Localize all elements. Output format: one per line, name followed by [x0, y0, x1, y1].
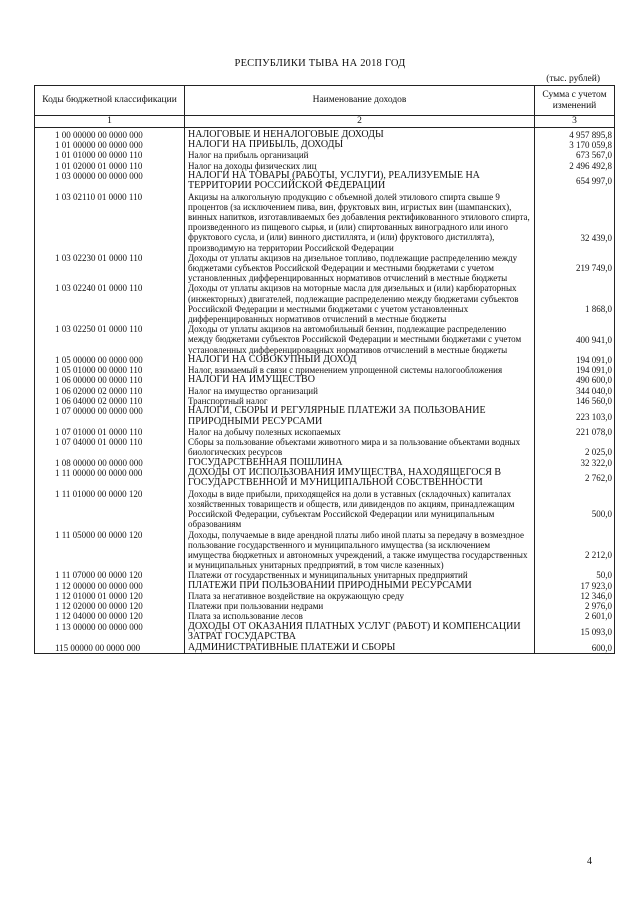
amount-cell: 500,0: [535, 489, 615, 530]
revenue-name-cell: НАЛОГИ, СБОРЫ И РЕГУЛЯРНЫЕ ПЛАТЕЖИ ЗА ПОЛЬЗОВАНИЕ ПРИРОДНЫМИ РЕСУРСАМИ: [185, 406, 535, 427]
amount-cell: 400 941,0: [535, 324, 615, 355]
revenue-name-cell: АДМИНИСТРАТИВНЫЕ ПЛАТЕЖИ И СБОРЫ: [185, 643, 535, 654]
budget-code-cell: 1 03 02110 01 0000 110: [35, 192, 185, 253]
revenue-name-cell: ПЛАТЕЖИ ПРИ ПОЛЬЗОВАНИИ ПРИРОДНЫМИ РЕСУРСАМИ: [185, 581, 535, 591]
table-header-row: [35, 86, 615, 116]
budget-code-cell: 1 05 01000 00 0000 110: [35, 365, 185, 375]
amount-cell: 654 997,0: [535, 171, 615, 192]
table-row: [35, 355, 615, 365]
table-row: [35, 375, 615, 385]
budget-code-cell: 1 01 00000 00 0000 000: [35, 140, 185, 150]
revenue-name-cell: Транспортный налог: [185, 396, 535, 406]
revenue-name-cell: НАЛОГИ НА ПРИБЫЛЬ, ДОХОДЫ: [185, 140, 535, 150]
amount-cell: 1 868,0: [535, 283, 615, 324]
amount-cell: 32 322,0: [535, 458, 615, 468]
table-row: [35, 365, 615, 375]
amount-cell: 50,0: [535, 570, 615, 580]
amount-cell: 673 567,0: [535, 150, 615, 160]
amount-cell: 490 600,0: [535, 375, 615, 385]
table-row: [35, 192, 615, 253]
amount-cell: 146 560,0: [535, 396, 615, 406]
budget-code-cell: 1 12 04000 00 0000 120: [35, 611, 185, 621]
column-number-2: 2: [185, 116, 535, 128]
budget-code-cell: 1 03 02250 01 0000 110: [35, 324, 185, 355]
budget-code-cell: 1 07 04000 01 0000 110: [35, 437, 185, 457]
column-header-codes: Коды бюджетной классификации: [35, 86, 185, 116]
budget-code-cell: 1 03 00000 00 0000 000: [35, 171, 185, 192]
revenue-name-cell: Сборы за пользование объектами животного мира и за пользование объектами водных биологических ресурсов: [185, 437, 535, 457]
amount-cell: 2 976,0: [535, 601, 615, 611]
budget-code-cell: 1 08 00000 00 0000 000: [35, 458, 185, 468]
budget-code-cell: 1 06 00000 00 0000 110: [35, 375, 185, 385]
table-row: [35, 253, 615, 284]
amount-cell: 2 762,0: [535, 468, 615, 489]
table-row: [35, 643, 615, 654]
column-number-row: [35, 116, 615, 128]
column-number-3: 3: [535, 116, 615, 128]
amount-cell: 221 078,0: [535, 427, 615, 437]
revenue-table: [34, 85, 615, 654]
budget-code-cell: 1 01 01000 00 0000 110: [35, 150, 185, 160]
amount-cell: 32 439,0: [535, 192, 615, 253]
column-number-1: 1: [35, 116, 185, 128]
budget-code-cell: 115 00000 00 0000 000: [35, 643, 185, 654]
page-number: 4: [587, 856, 592, 867]
amount-cell: 2 212,0: [535, 530, 615, 571]
amount-cell: 194 091,0: [535, 365, 615, 375]
budget-code-cell: 1 03 02230 01 0000 110: [35, 253, 185, 284]
amount-cell: 17 923,0: [535, 581, 615, 591]
budget-code-cell: 1 05 00000 00 0000 000: [35, 355, 185, 365]
amount-cell: 2 025,0: [535, 437, 615, 457]
revenue-name-cell: Налог на доходы физических лиц: [185, 161, 535, 171]
revenue-name-cell: НАЛОГИ НА ТОВАРЫ (РАБОТЫ, УСЛУГИ), РЕАЛИЗУЕМЫЕ НА ТЕРРИТОРИИ РОССИЙСКОЙ ФЕДЕРАЦИИ: [185, 171, 535, 192]
revenue-name-cell: Налог на имущество организаций: [185, 386, 535, 396]
table-row: [35, 468, 615, 489]
revenue-name-cell: ДОХОДЫ ОТ ОКАЗАНИЯ ПЛАТНЫХ УСЛУГ (РАБОТ) И КОМПЕНСАЦИИ ЗАТРАТ ГОСУДАРСТВА: [185, 622, 535, 643]
revenue-name-cell: Платежи при пользовании недрами: [185, 601, 535, 611]
revenue-name-cell: Налог на добычу полезных ископаемых: [185, 427, 535, 437]
column-header-amount: Сумма с учетом изменений: [535, 86, 615, 116]
revenue-name-cell: ДОХОДЫ ОТ ИСПОЛЬЗОВАНИЯ ИМУЩЕСТВА, НАХОДЯЩЕГОСЯ В ГОСУДАРСТВЕННОЙ И МУНИЦИПАЛЬНОЙ СОБСТВЕННОСТИ: [185, 468, 535, 489]
budget-code-cell: 1 12 00000 00 0000 000: [35, 581, 185, 591]
table-row: [35, 622, 615, 643]
revenue-name-cell: Доходы от уплаты акцизов на дизельное топливо, подлежащие распределению между бюджетами субъектов Российской Федерации и местными бюджетами с учетом установленных дифференцированных нормативов отчислений в местные бюджеты: [185, 253, 535, 284]
amount-cell: 219 749,0: [535, 253, 615, 284]
budget-code-cell: 1 13 00000 00 0000 000: [35, 622, 185, 643]
table-row: [35, 489, 615, 530]
table-row: [35, 427, 615, 437]
amount-cell: 344 040,0: [535, 386, 615, 396]
revenue-name-cell: ГОСУДАРСТВЕННАЯ ПОШЛИНА: [185, 458, 535, 468]
units-label: (тыс. рублей): [546, 74, 600, 84]
revenue-name-cell: Доходы от уплаты акцизов на автомобильный бензин, подлежащие распределению между бюджетами субъектов Российской Федерации и местными бюджетами с учетом установленных дифференцированных нормативов отчислений в местные бюджеты: [185, 324, 535, 355]
revenue-name-cell: Доходы от уплаты акцизов на моторные масла для дизельных и (или) карбюраторных (инжекторных) двигателей, подлежащие распределению между бюджетами субъектов Российской Федерации и местными бюджетами с учетом установленных дифференцированных нормативов отчислений в местные бюджеты: [185, 283, 535, 324]
revenue-name-cell: Акцизы на алкогольную продукцию с объемной долей этилового спирта свыше 9 процентов (за исключением пива, вин, фруктовых вин, игристых вин (шампанских), винных напитков, изготавливаемых без добавления ректификованного этилового спирта, произведенного из пищевого сырья, и (или) спиртованных виноградного или иного фруктового сусла, и (или) винного дистиллята, и (или) фруктового дистиллята), производимую на территории Российской Федерации: [185, 192, 535, 253]
table-row: [35, 530, 615, 571]
table-row: [35, 601, 615, 611]
table-row: [35, 127, 615, 140]
budget-code-cell: 1 11 00000 00 0000 000: [35, 468, 185, 489]
budget-code-cell: 1 12 01000 01 0000 120: [35, 591, 185, 601]
revenue-name-cell: Доходы в виде прибыли, приходящейся на доли в уставных (складочных) капиталах хозяйственных товариществ и обществ, или дивидендов по акциям, принадлежащим Российской Федерации, субъектам Российской Федерации или муниципальным образованиям: [185, 489, 535, 530]
budget-code-cell: 1 11 07000 00 0000 120: [35, 570, 185, 580]
amount-cell: 15 093,0: [535, 622, 615, 643]
revenue-name-cell: Платежи от государственных и муниципальных унитарных предприятий: [185, 570, 535, 580]
revenue-name-cell: Плата за использование лесов: [185, 611, 535, 621]
table-row: [35, 150, 615, 160]
table-row: [35, 171, 615, 192]
page-title: РЕСПУБЛИКИ ТЫВА НА 2018 ГОД: [234, 58, 406, 69]
amount-cell: 194 091,0: [535, 355, 615, 365]
table-row: [35, 386, 615, 396]
revenue-name-cell: Налог на прибыль организаций: [185, 150, 535, 160]
budget-code-cell: 1 11 05000 00 0000 120: [35, 530, 185, 571]
budget-code-cell: 1 07 00000 00 0000 000: [35, 406, 185, 427]
amount-cell: 3 170 059,8: [535, 140, 615, 150]
table-row: [35, 591, 615, 601]
table-row: [35, 406, 615, 427]
amount-cell: 2 601,0: [535, 611, 615, 621]
amount-cell: 223 103,0: [535, 406, 615, 427]
budget-code-cell: 1 07 01000 01 0000 110: [35, 427, 185, 437]
table-row: [35, 437, 615, 457]
revenue-name-cell: Налог, взимаемый в связи с применением упрощенной системы налогообложения: [185, 365, 535, 375]
table-row: [35, 324, 615, 355]
table-row: [35, 140, 615, 150]
budget-code-cell: 1 06 04000 02 0000 110: [35, 396, 185, 406]
table-body: [35, 127, 615, 653]
amount-cell: 600,0: [535, 643, 615, 654]
revenue-name-cell: НАЛОГИ НА ИМУЩЕСТВО: [185, 375, 535, 385]
amount-cell: 4 957 895,8: [535, 127, 615, 140]
budget-code-cell: 1 11 01000 00 0000 120: [35, 489, 185, 530]
revenue-name-cell: Доходы, получаемые в виде арендной платы либо иной платы за передачу в возмездное пользование государственного и муниципального имущества (за исключением имущества бюджетных и автономных учреждений, а также имущества государственных и муниципальных унитарных предприятий, в том числе казенных): [185, 530, 535, 571]
table-row: [35, 283, 615, 324]
budget-code-cell: 1 01 02000 01 0000 110: [35, 161, 185, 171]
table-row: [35, 581, 615, 591]
budget-code-cell: 1 12 02000 00 0000 120: [35, 601, 185, 611]
amount-cell: 2 496 492,8: [535, 161, 615, 171]
column-header-name: Наименование доходов: [185, 86, 535, 116]
budget-code-cell: 1 00 00000 00 0000 000: [35, 127, 185, 140]
amount-cell: 12 346,0: [535, 591, 615, 601]
revenue-name-cell: НАЛОГИ НА СОВОКУПНЫЙ ДОХОД: [185, 355, 535, 365]
revenue-name-cell: Плата за негативное воздействие на окружающую среду: [185, 591, 535, 601]
budget-code-cell: 1 06 02000 02 0000 110: [35, 386, 185, 396]
budget-code-cell: 1 03 02240 01 0000 110: [35, 283, 185, 324]
revenue-name-cell: НАЛОГОВЫЕ И НЕНАЛОГОВЫЕ ДОХОДЫ: [185, 127, 535, 140]
